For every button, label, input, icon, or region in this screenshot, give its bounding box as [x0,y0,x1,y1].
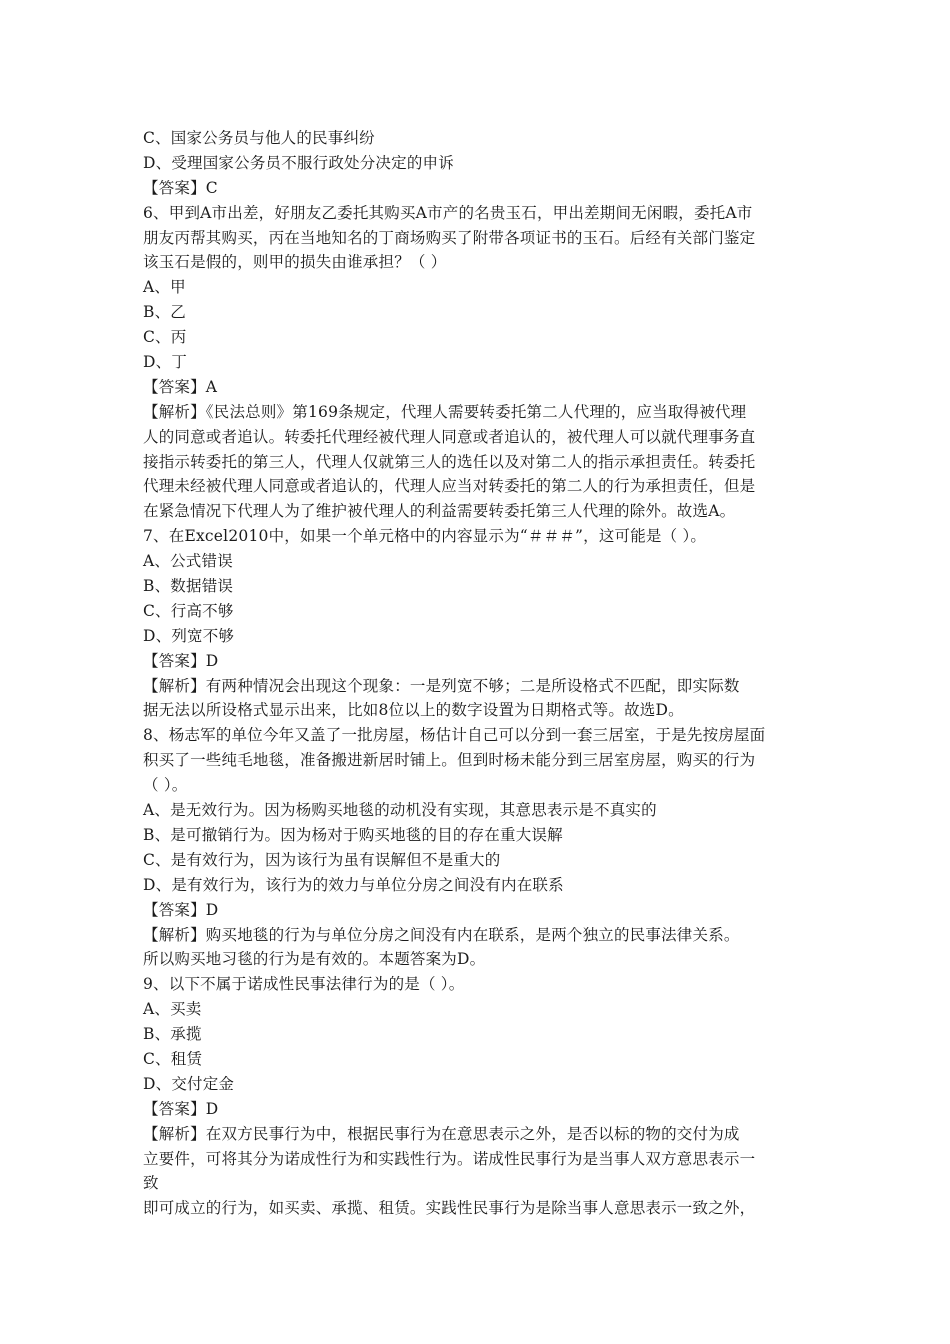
analysis-line: 【解析】《民法总则》第169条规定，代理人需要转委托第二人代理的，应当取得被代理 [143,402,747,421]
option-line: A、公式错误 [143,552,233,571]
text-line: 该玉石是假的，则甲的损失由谁承担？（ ） [143,253,447,272]
option-line: C、租赁 [143,1049,203,1068]
answer-line: 【答案】D [143,651,219,670]
analysis-line: 【解析】在双方民事行为中，根据民事行为在意思表示之外，是否以标的物的交付为成 [143,1124,740,1143]
text-line: 立要件，可将其分为诺成性行为和实践性行为。诺成性民事行为是当事人双方意思表示一 [143,1149,756,1168]
option-line: D、列宽不够 [143,626,235,645]
answer-line: 【答案】D [143,1099,219,1118]
text-line: 代理未经被代理人同意或者追认的，代理人应当对转委托的第二人的行为承担责任，但是 [143,477,756,496]
answer-line: 【答案】C [143,178,218,197]
analysis-line: 【解析】购买地毯的行为与单位分房之间没有内在联系，是两个独立的民事法律关系。 [143,925,740,944]
question-9: 9、以下不属于诺成性民事法律行为的是（ ）。 [143,975,465,994]
option-line: B、是可撤销行为。因为杨对于购买地毯的目的存在重大误解 [143,825,563,844]
option-line: A、是无效行为。因为杨购买地毯的动机没有实现，其意思表示是不真实的 [143,801,657,820]
option-line: D、是有效行为，该行为的效力与单位分房之间没有内在联系 [143,875,564,894]
answer-line: 【答案】D [143,900,219,919]
option-line: A、买卖 [143,1000,202,1019]
text-line: C、国家公务员与他人的民事纠纷 [143,129,375,147]
document-body [143,126,813,1221]
option-line: B、数据错误 [143,577,234,596]
text-line: 在紧急情况下代理人为了维护被代理人的利益需要转委托第三人代理的除外。故选A。 [143,502,736,521]
analysis-line: 【解析】有两种情况会出现这个现象：一是列宽不够；二是所设格式不匹配，即实际数 [143,676,740,695]
text-line: 据无法以所设格式显示出来，比如8位以上的数字设置为日期格式等。故选D。 [143,701,684,720]
option-line: C、行高不够 [143,601,234,620]
text-line: 朋友丙帮其购买，丙在当地知名的丁商场购买了附带各项证书的玉石。后经有关部门鉴定 [143,228,756,247]
option-line: D、交付定金 [143,1074,235,1093]
text-line: 接指示转委托的第三人，代理人仅就第三人的选任以及对第二人的指示承担责任。转委托 [143,452,756,471]
option-line: C、是有效行为，因为该行为虽有误解但不是重大的 [143,850,501,869]
text-line: 积买了一些纯毛地毯，准备搬进新居时铺上。但到时杨未能分到三居室房屋，购买的行为 [143,751,756,770]
text-line: 所以购买地习毯的行为是有效的。本题答案为D。 [143,950,486,969]
option-line: B、承揽 [143,1025,202,1044]
option-line: B、乙 [143,303,186,322]
question-7: 7、在Excel2010中，如果一个单元格中的内容显示为“＃＃＃”，这可能是（ ）。 [143,527,707,546]
text-line: 即可成立的行为，如买卖、承揽、租赁。实践性民事行为是除当事人意思表示一致之外， [143,1199,756,1218]
text-line: D、受理国家公务员不服行政处分决定的申诉 [143,153,454,172]
option-line: C、丙 [143,328,187,347]
text-line: （ ）。 [143,776,188,795]
question-6: 6、甲到A市出差，好朋友乙委托其购买A市产的名贵玉石，甲出差期间无闲暇，委托A市 [143,203,753,222]
text-line: 致 [143,1174,159,1193]
answer-line: 【答案】A [143,377,218,396]
text-line: 人的同意或者追认。转委托代理经被代理人同意或者追认的，被代理人可以就代理事务直 [143,427,756,446]
option-line: A、甲 [143,278,186,297]
option-line: D、丁 [143,353,188,372]
question-8: 8、杨志军的单位今年又盖了一批房屋，杨估计自己可以分到一套三居室，于是先按房屋面 [143,726,766,745]
